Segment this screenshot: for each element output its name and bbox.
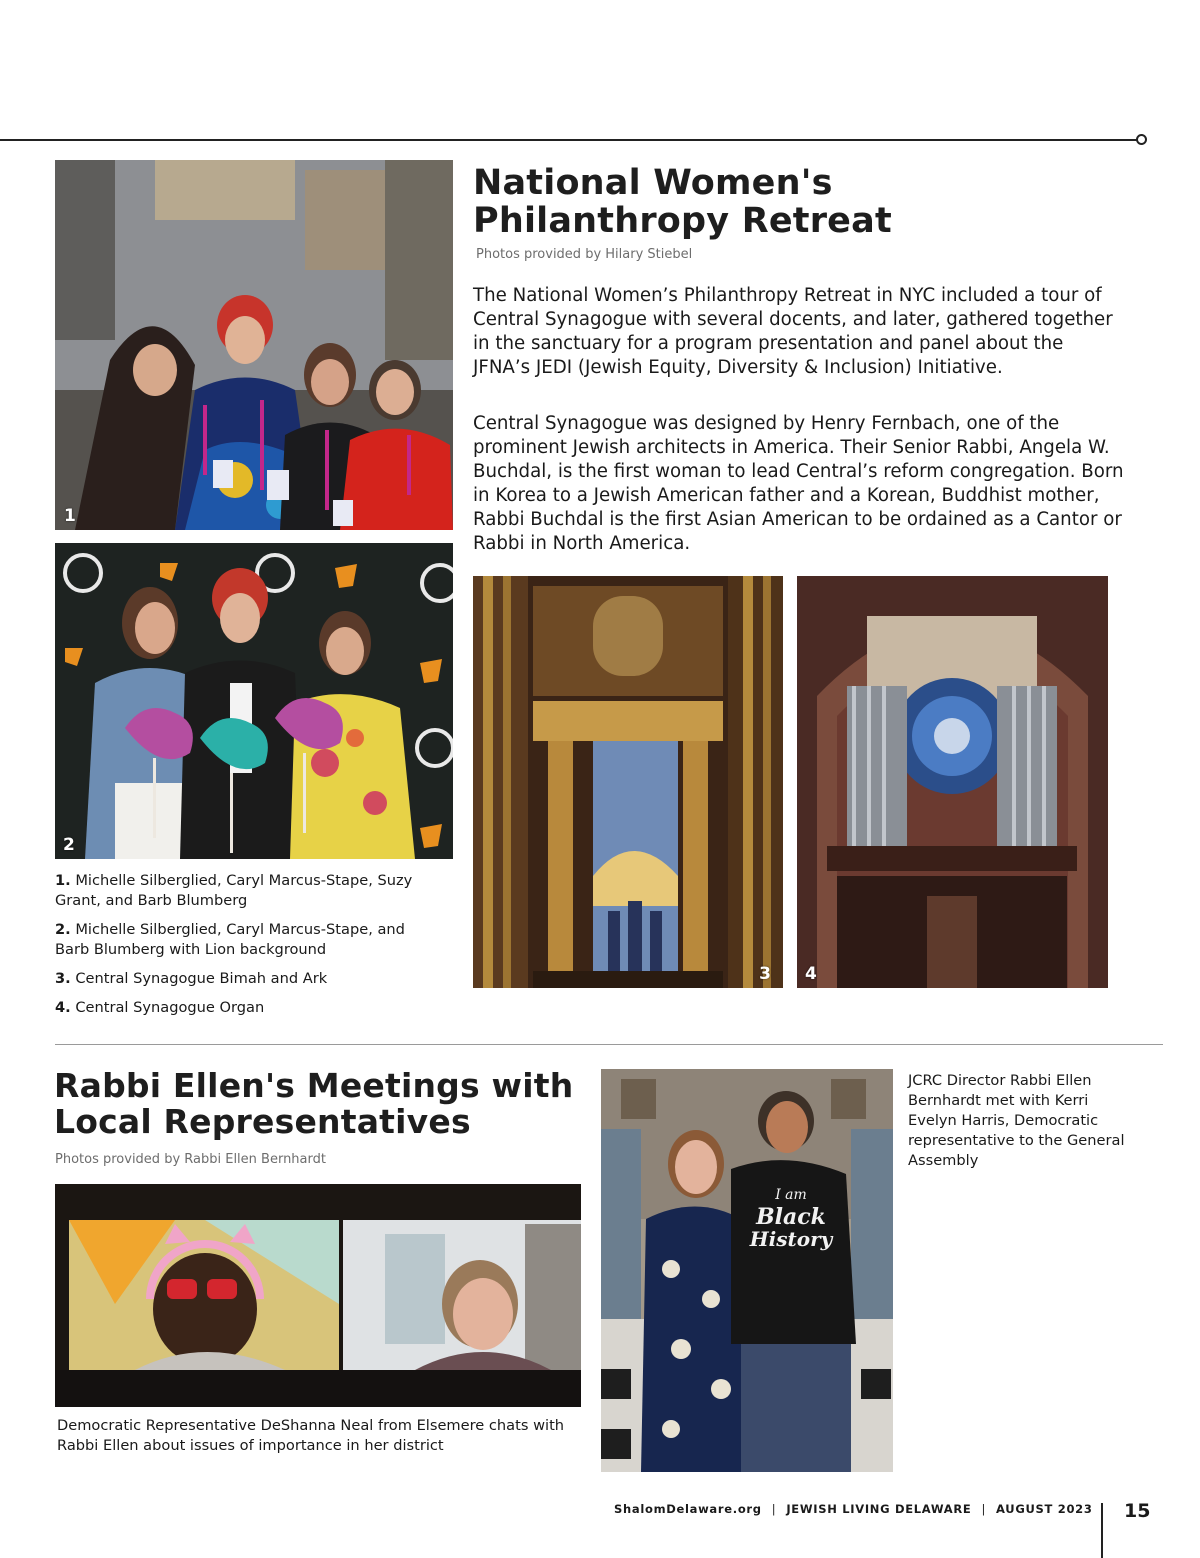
caption-item (55, 998, 435, 1018)
caption-number: 2. (55, 921, 71, 938)
article1-title (473, 165, 892, 241)
article1-title-line2: Philanthropy Retreat (473, 200, 892, 241)
photo-number: 2 (63, 835, 75, 855)
article2-photo-credit: Photos provided by Rabbi Ellen Bernhardt (55, 1152, 326, 1167)
meeting-photo-caption: JCRC Director Rabbi Ellen Bernhardt met with Kerri Evelyn Harris, Democratic representative to the General Assembly (908, 1072, 1125, 1169)
rule-end-circle (1136, 134, 1147, 145)
footer-separator: | (771, 1502, 777, 1516)
shirt-text-line3: History (749, 1227, 833, 1251)
zoom-photo-caption: Democratic Representative DeShanna Neal from Elsemere chats with Rabbi Ellen about issues of importance in her district (57, 1417, 565, 1454)
photo-2-lion-backdrop (55, 543, 453, 859)
caption-number: 1. (55, 872, 71, 889)
caption-item (55, 920, 435, 960)
photo-4-organ (797, 576, 1108, 988)
photo-zoom-call (55, 1184, 581, 1407)
photo-number: 4 (805, 964, 817, 984)
caption-number: 3. (55, 970, 71, 987)
caption-number: 4. (55, 999, 71, 1016)
photo-number: 1 (64, 506, 76, 526)
photo-rabbi-ellen-and-rep (601, 1069, 893, 1472)
footer-publication: JEWISH LIVING DELAWARE (786, 1502, 972, 1516)
caption-item (55, 969, 435, 989)
footer-separator: | (981, 1502, 987, 1516)
article2-title-line1: Rabbi Ellen's Meetings with (54, 1066, 574, 1105)
caption-text: Central Synagogue Bimah and Ark (75, 970, 328, 987)
footer-issue: AUGUST 2023 (996, 1502, 1093, 1516)
page-footer (614, 1502, 1093, 1516)
footer-site: ShalomDelaware.org (614, 1502, 762, 1516)
caption-text: Michelle Silberglied, Caryl Marcus-Stape, and Barb Blumberg with Lion background (55, 921, 405, 958)
shirt-text-line1: I am (775, 1187, 807, 1203)
section-divider (55, 1044, 1163, 1045)
caption-text: Central Synagogue Organ (75, 999, 265, 1016)
page-number: 15 (1124, 1500, 1151, 1522)
article1-paragraph-1: The National Women’s Philanthropy Retreat in NYC included a tour of Central Synagogue with several docents, and later, gathered together in the sanctuary for a program presentation and panel about the JFNA’s JEDI (Jewish Equity, Diversity & Inclusion) Initiative. (473, 285, 1113, 378)
photo-1-rooftop-group (55, 160, 453, 530)
caption-item (55, 871, 435, 911)
shirt-text (736, 1184, 846, 1250)
article1-title-line1: National Women's (473, 163, 833, 203)
article1-photo-credit: Photos provided by Hilary Stiebel (476, 247, 693, 262)
article1-caption-list (55, 871, 435, 1027)
article2-title (54, 1068, 573, 1139)
caption-text: Michelle Silberglied, Caryl Marcus-Stape, Suzy Grant, and Barb Blumberg (55, 872, 413, 909)
article2-title-line2: Local Representatives (54, 1101, 471, 1141)
article1-paragraph-2: Central Synagogue was designed by Henry Fernbach, one of the prominent Jewish architects in America. Their Senior Rabbi, Angela W. Buchdal, is the first woman to lead Central’s reform congregation. Born in Korea to a Jewish American father and a Korean, Buddhist mother, Rabbi Buchdal is the first Asian American to be ordained as a Cantor or Rabbi in North America. (473, 413, 1124, 554)
footer-divider (1101, 1503, 1103, 1558)
shirt-text-line2: Black (756, 1204, 826, 1230)
photo-number: 3 (759, 964, 771, 984)
photo-3-bimah-ark (473, 576, 783, 988)
top-rule (0, 139, 1138, 141)
